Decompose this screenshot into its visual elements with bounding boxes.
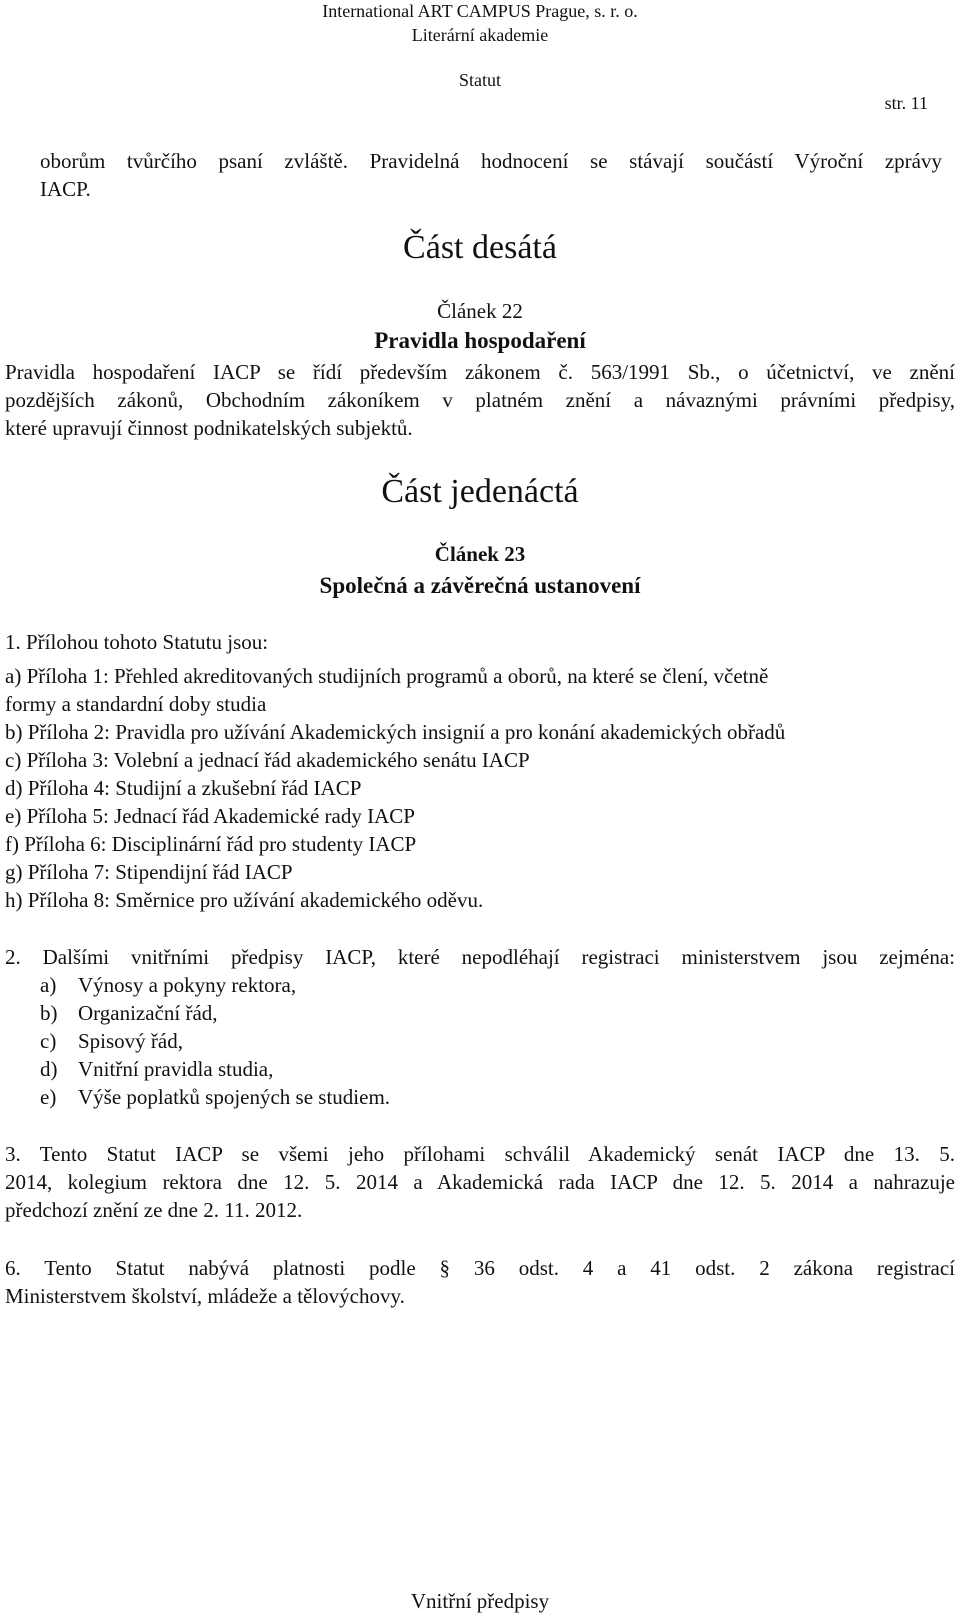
- p2-item-e-letter: e): [40, 1085, 57, 1109]
- p2-item-d-text: Vnitřní pravidla studia,: [78, 1057, 274, 1081]
- p1-item-b: b) Příloha 2: Pravidla pro užívání Akademických insignií a pro konání akademických obřadů: [5, 720, 786, 744]
- p2-item-c-text: Spisový řád,: [78, 1029, 183, 1053]
- p2-item-e-text: Výše poplatků spojených se studiem.: [78, 1085, 391, 1109]
- p1-item-g: g) Příloha 7: Stipendijní řád IACP: [5, 860, 293, 884]
- p1-item-c: c) Příloha 3: Volební a jednací řád akademického senátu IACP: [5, 748, 530, 772]
- part-title-11: Část jedenáctá: [381, 473, 579, 510]
- article-number-22: Článek 22: [437, 299, 523, 323]
- p6-line-1: 6. Tento Statut nabývá platnosti podle § 36 odst. 4 a 41 odst. 2 zákona registrací: [5, 1256, 955, 1280]
- p1-item-a-line1: a) Příloha 1: Přehled akreditovaných studijních programů a oborů, na které se člení, včetně: [5, 664, 769, 688]
- p1-item-f: f) Příloha 6: Disciplinární řád pro studenty IACP: [5, 832, 417, 856]
- p3-line-2: 2014, kolegium rektora dne 12. 5. 2014 a Akademická rada IACP dne 12. 5. 2014 a nahrazuje: [5, 1170, 955, 1194]
- part10-line-2: pozdějších zákonů, Obchodním zákoníkem v platném znění a návaznými právními předpisy,: [5, 388, 955, 412]
- part10-line-3: které upravují činnost podnikatelských subjektů.: [5, 416, 413, 440]
- p1-item-e: e) Příloha 5: Jednací řád Akademické rady IACP: [5, 804, 415, 828]
- p1-item-d: d) Příloha 4: Studijní a zkušební řád IACP: [5, 776, 362, 800]
- part-title-10: Část desátá: [403, 229, 557, 266]
- p6-line-2: Ministerstvem školství, mládeže a tělovýchovy.: [5, 1284, 405, 1308]
- p1-item-a-line2: formy a standardní doby studia: [5, 692, 267, 716]
- p2-item-c-letter: c): [40, 1029, 57, 1053]
- article-number-23: Článek 23: [434, 542, 526, 566]
- page-number: str. 11: [884, 93, 928, 113]
- part10-line-1: Pravidla hospodaření IACP se řídí především zákonem č. 563/1991 Sb., o účetnictví, ve znění: [5, 360, 955, 384]
- p3-line-1: 3. Tento Statut IACP se všemi jeho přílohami schválil Akademický senát IACP dne 13. 5.: [5, 1142, 955, 1166]
- header-school: Literární akademie: [411, 25, 549, 45]
- footer-text: Vnitřní předpisy: [410, 1589, 550, 1613]
- p2-item-a-text: Výnosy a pokyny rektora,: [78, 973, 297, 997]
- p3-line-3: předchozí znění ze dne 2. 11. 2012.: [5, 1198, 303, 1222]
- p1-intro: 1. Přílohou tohoto Statutu jsou:: [5, 630, 269, 654]
- p2-item-a-letter: a): [40, 973, 57, 997]
- article-title-23: Společná a závěrečná ustanovení: [319, 573, 641, 598]
- p2-item-b-letter: b): [40, 1001, 58, 1025]
- header-doc-title: Statut: [458, 70, 501, 90]
- intro-line-2: IACP.: [40, 177, 91, 201]
- article-title-22: Pravidla hospodaření: [374, 328, 586, 353]
- p2-item-d-letter: d): [40, 1057, 58, 1081]
- header-institution: International ART CAMPUS Prague, s. r. o.: [322, 1, 638, 21]
- p2-item-b-text: Organizační řád,: [78, 1001, 218, 1025]
- intro-line-1: oborům tvůrčího psaní zvláště. Pravidelná hodnocení se stávají součástí Výroční zprávy: [40, 149, 942, 173]
- p1-item-h: h) Příloha 8: Směrnice pro užívání akademického oděvu.: [5, 888, 484, 912]
- p2-intro: 2. Dalšími vnitřními předpisy IACP, které nepodléhají registraci ministerstvem jsou zejména:: [5, 945, 955, 969]
